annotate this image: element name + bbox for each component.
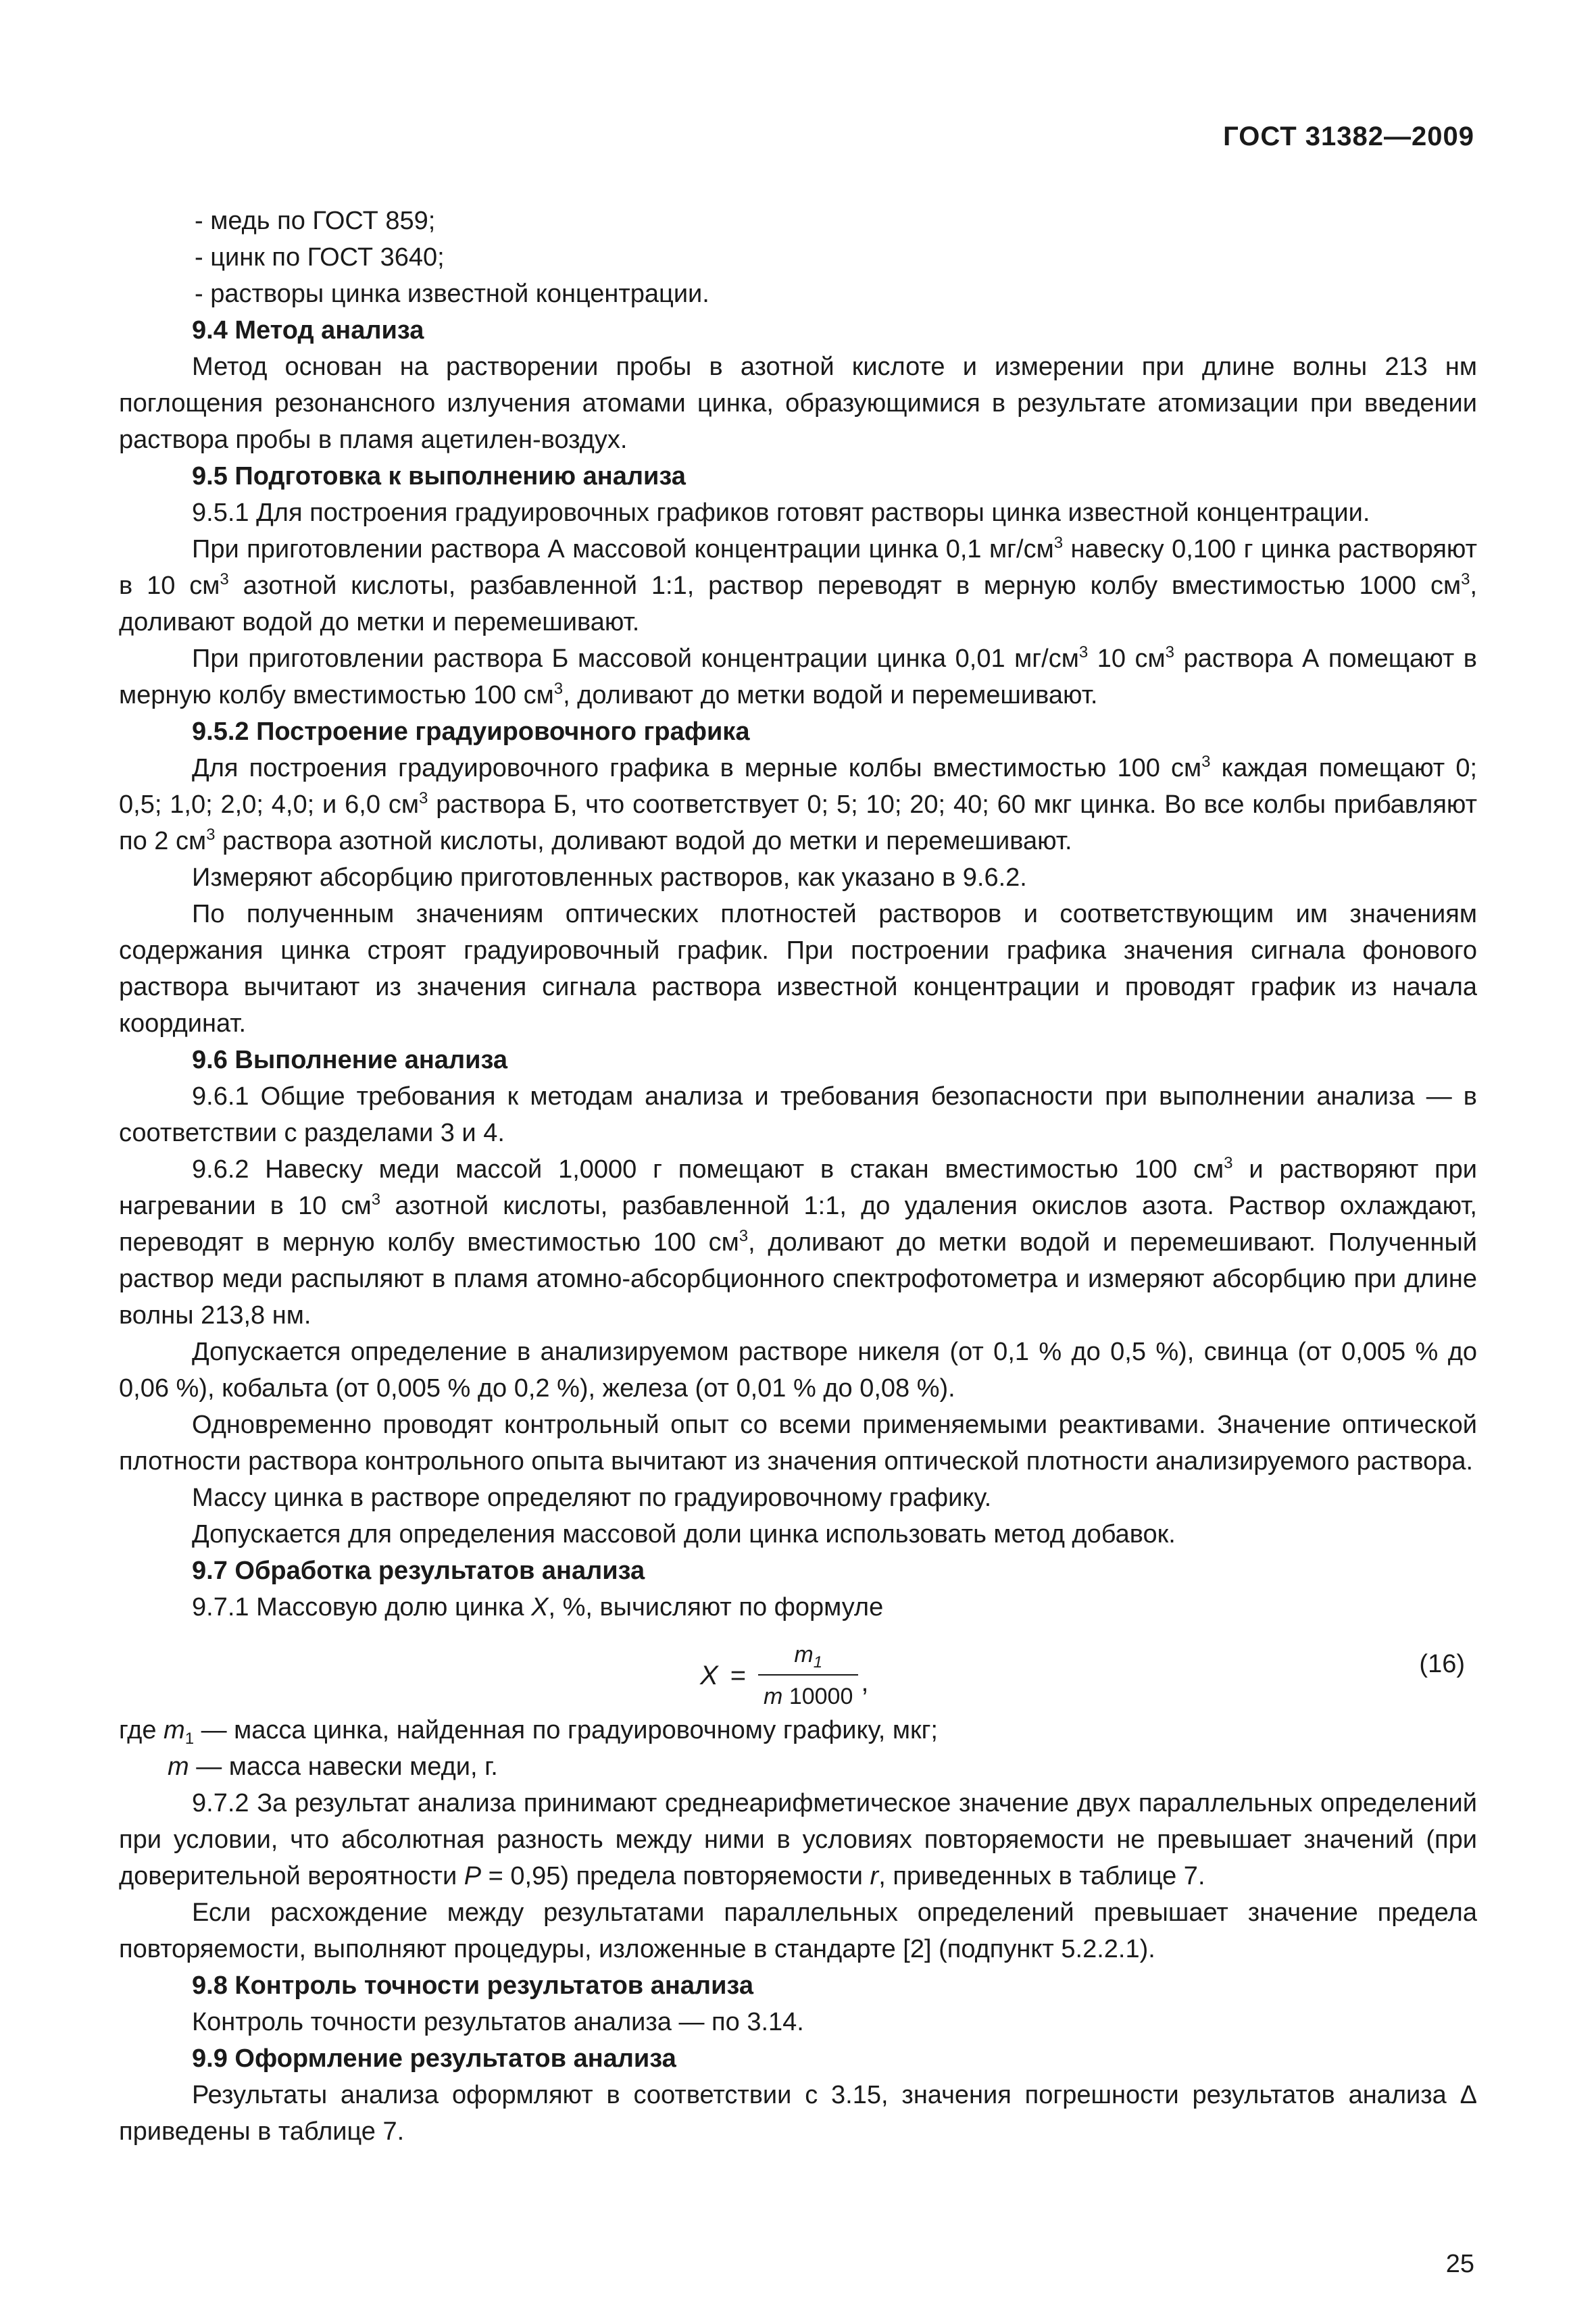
definition-item: m — масса навески меди, г. xyxy=(168,1753,498,1781)
paragraph: Если расхождение между результатами параллельных определений превышает значение предела повторяемости, выполняют процедуры, изложенные в стандарте [2] (подпункт 5.2.2.1). xyxy=(119,1898,1477,1963)
reagent-item: - растворы цинка известной концентрации. xyxy=(195,280,709,308)
page-number: 25 xyxy=(1445,2250,1474,2278)
section-heading-9-6: 9.6 Выполнение анализа xyxy=(192,1046,507,1074)
formula-block xyxy=(119,1626,1477,1712)
definition-item: где $m_1$ — масса цинка, найденная по градуировочному графику, мкг; xyxy=(119,1716,938,1748)
formula-definitions xyxy=(119,1712,1477,1785)
paragraph: 9.5.1 Для построения градуировочных графиков готовят растворы цинка известной концентрации. xyxy=(192,499,1370,527)
paragraph: Допускается для определения массовой доли цинка использовать метод добавок. xyxy=(192,1520,1176,1549)
paragraph: Контроль точности результатов анализа — по 3.14. xyxy=(192,2008,804,2036)
section-heading-9-5: 9.5 Подготовка к выполнению анализа xyxy=(192,462,686,491)
paragraph: 9.7.1 Массовую долю цинка X, %, вычисляют по формуле xyxy=(192,1593,884,1621)
reagent-item: - цинк по ГОСТ 3640; xyxy=(195,243,445,272)
paragraph: Одновременно проводят контрольный опыт со всеми применяемыми реактивами. Значение оптической плотности раствора контрольного опыта вычитают из значения оптической плотности анализируемого раствора. xyxy=(119,1411,1477,1476)
paragraph: При приготовлении раствора Б массовой концентрации цинка 0,01 $мг/см^3$ 10 $см^3$ раствора А помещают в мерную колбу вместимостью 100 $см^3$, доливают до метки водой и перемешивают. xyxy=(119,643,1477,709)
section-heading-9-7: 9.7 Обработка результатов анализа xyxy=(192,1557,645,1585)
paragraph: 9.6.1 Общие требования к методам анализа и требования безопасности при выполнении анализа — в соответствии с разделами 3 и 4. xyxy=(119,1082,1477,1147)
section-heading-9-8: 9.8 Контроль точности результатов анализа xyxy=(192,1971,753,2000)
formula-fraction: $\frac{m_1}{m 10000}$ xyxy=(758,1636,858,1715)
reagent-item: - медь по ГОСТ 859; xyxy=(195,207,436,235)
paragraph: Массу цинка в растворе определяют по градуировочному графику. xyxy=(192,1484,992,1512)
section-heading-9-5-2: 9.5.2 Построение градуировочного графика xyxy=(192,718,750,746)
paragraph: Измеряют абсорбцию приготовленных растворов, как указано в 9.6.2. xyxy=(192,863,1027,892)
equation-number: (16) xyxy=(1419,1650,1465,1678)
paragraph: При приготовлении раствора А массовой концентрации цинка 0,1 $мг/см^3$ навеску 0,100 г цинка растворяют в 10 $см^3$ азотной кислоты, разбавленной 1:1, раствор переводят в мерную колбу вместимостью 1000 $см^3$, доливают водой до метки и перемешивают. xyxy=(119,534,1477,636)
paragraph: Допускается определение в анализируемом растворе никеля (от 0,1 % до 0,5 %), свинца (от 0,005 % до 0,06 %), кобальта (от 0,005 % до 0,2 %), железа (от 0,01 % до 0,08 %). xyxy=(119,1338,1477,1403)
standard-header: ГОСТ 31382—2009 xyxy=(1223,122,1474,151)
section-heading-9-9: 9.9 Оформление результатов анализа xyxy=(192,2044,676,2073)
paragraph: Метод основан на растворении пробы в азотной кислоте и измерении при длине волны 213 нм поглощения резонансного излучения атомами цинка, образующимися в результате атомизации при введении раствора пробы в пламя ацетилен-воздух. xyxy=(119,353,1477,454)
document-body xyxy=(119,203,1477,2150)
paragraph: Результаты анализа оформляют в соответствии с 3.15, значения погрешности результатов анализа Δ приведены в таблице 7. xyxy=(119,2081,1477,2146)
paragraph: 9.7.2 За результат анализа принимают среднеарифметическое значение двух параллельных определений при условии, что абсолютная разность между ними в условиях повторяемости не превышает значений (при доверительной вероятности P = 0,95) предела повторяемости r, приведенных в таблице 7. xyxy=(119,1789,1477,1890)
paragraph: 9.6.2 Навеску меди массой 1,0000 г помещают в стакан вместимостью 100 $см^3$ и растворяют при нагревании в 10 $см^3$ азотной кислоты, разбавленной 1:1, до удаления окислов азота. Раствор охлаждают, переводят в мерную колбу вместимостью 100 $см^3$, доливают до метки водой и перемешивают. Полученный раствор меди распыляют в пламя атомно-абсорбционного спектрофотометра и измеряют абсорбцию при длине волны 213,8 нм. xyxy=(119,1154,1477,1330)
paragraph: По полученным значениям оптических плотностей растворов и соответствующим им значениям содержания цинка строят градуировочный график. При построении графика значения сигнала фонового раствора вычитают из значения сигнала раствора известной концентрации и проводят график из начала координат. xyxy=(119,900,1477,1038)
section-heading-9-4: 9.4 Метод анализа xyxy=(192,316,424,345)
formula: X = $\frac{m_1}{m 10000}$ , xyxy=(700,1636,869,1715)
paragraph: Для построения градуировочного графика в мерные колбы вместимостью 100 $см^3$ каждая помещают 0; 0,5; 1,0; 2,0; 4,0; и 6,0 $см^3$ раствора Б, что соответствует 0; 5; 10; 20; 40; 60 мкг цинка. Во все колбы прибавляют по 2 $см^3$ раствора азотной кислоты, доливают водой до метки и перемешивают. xyxy=(119,753,1478,855)
